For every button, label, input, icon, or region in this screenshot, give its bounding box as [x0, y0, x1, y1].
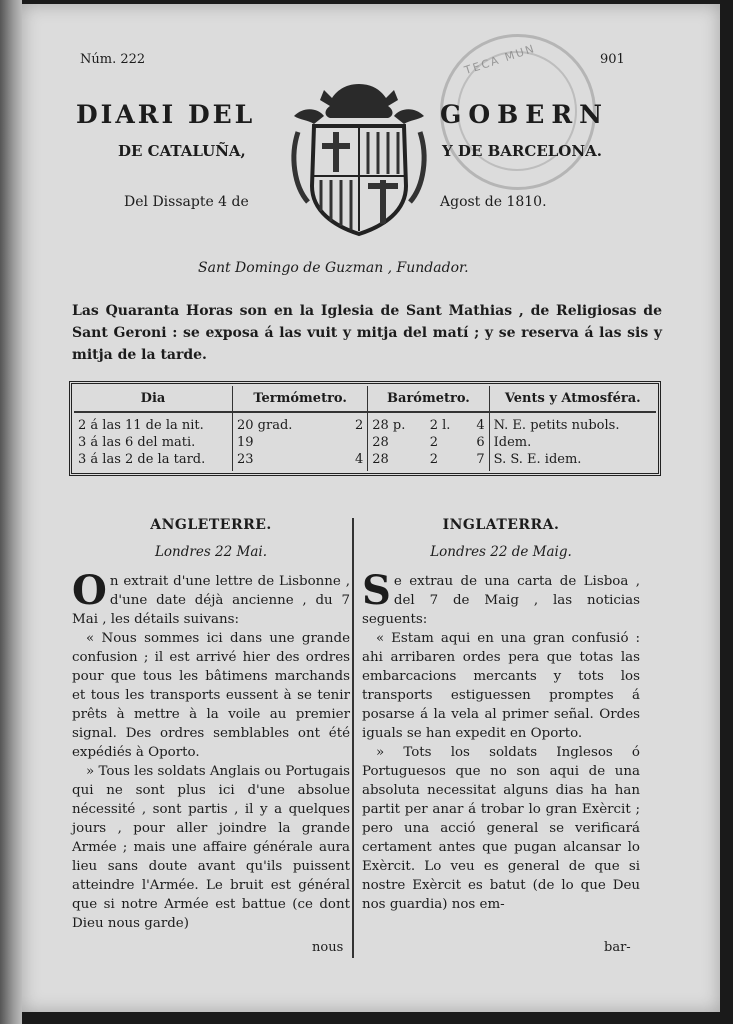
weather-row: [74, 451, 656, 471]
catalan-heading: INGLATERRA.: [442, 517, 560, 533]
french-dateline: Londres 22 Mai.: [154, 544, 268, 560]
french-paragraph: [72, 567, 350, 629]
cell-termo: 19: [237, 435, 254, 450]
header-termometro: Termómetro.: [233, 386, 368, 412]
cell-baro-frac: 7: [466, 451, 489, 471]
french-dropcap: O: [72, 567, 107, 614]
header-vents: Vents y Atmosféra.: [489, 386, 656, 412]
weather-table: [74, 386, 656, 471]
french-heading: ANGLETERRE.: [150, 517, 272, 533]
cell-termo-frac: [340, 434, 368, 451]
catalan-paragraph: » Tots los soldats Inglesos ó Portuguesos que no son aqui de una absoluta necessitat alguns dias ha han partit per anar á trobar lo gran Exèrcit ; pero una acció general se verificará certament antes que pugan alcansar lo Exèrcit. Lo veu es general de que si nostre Exèrcit es batut (de lo que Deu nos guardia) nos em-: [362, 745, 640, 912]
cell-baro-lines: 2: [429, 452, 439, 467]
forty-hours-notice: Las Quaranta Horas son en la Iglesia de Sant Mathias , de Religiosas de Sant Geroni : se exposa á las vuit y mitja del matí ; y se reserva á las sis y mitja de la tarde.: [72, 303, 662, 363]
cell-baro-lines: 2 l.: [429, 418, 451, 433]
page-number: 901: [600, 52, 625, 67]
header-barometro: Barómetro.: [368, 386, 489, 412]
cell-termo-frac: 4: [340, 451, 368, 471]
subtitle-left: DE CATALUÑA,: [118, 142, 246, 160]
cell-baro: 28: [372, 452, 389, 467]
catalan-dropcap: S: [362, 567, 391, 614]
cell-baro-frac: 6: [466, 434, 489, 451]
cell-termo: 23: [237, 452, 254, 467]
french-paragraph: » Tous les soldats Anglais ou Portugais qui ne sont plus ici d'une absolue nécessité , sont partis , il y a quelques jours , pour aller joindre la grande Armée ; mais une affaire générale aura lieu sans doute avant qu'ils puissent atteindre l'Armée. Le bruit est général que si notre Armée est battue (ce dont Dieu nous garde): [72, 764, 350, 931]
date-left: Del Dissapte 4 de: [124, 194, 249, 210]
subtitle-right: Y DE BARCELONA.: [442, 142, 602, 160]
cell-dia: 2 á las 11 de la nit.: [74, 412, 233, 434]
catalan-paragraph: [362, 567, 640, 629]
french-catchword: nous: [312, 940, 344, 955]
masthead-right: GOBERN: [440, 100, 609, 129]
french-column: [72, 516, 350, 933]
cell-termo-frac: 2: [340, 412, 368, 434]
weather-header-row: [74, 386, 656, 412]
french-paragraph-text: n extrait d'une lettre de Lisbonne , d'une date déjà ancienne , du 7 Mai , les détails suivans:: [72, 574, 350, 627]
date-right: Agost de 1810.: [440, 194, 547, 210]
stamp-text: TECA MUN: [462, 41, 538, 78]
header-dia: Dia: [74, 386, 233, 412]
catalan-dateline: Londres 22 de Maig.: [430, 544, 572, 560]
cell-baro: 28 p.: [372, 418, 406, 433]
cell-baro: 28: [372, 435, 389, 450]
catalan-paragraph: « Estam aqui en una gran confusió : ahi arribaren ordes pera que totas las embarcacions mercants y tots los transports estiguessen promptes á posarse á la vela al primer señal. Ordes iguals se han expedit en Oporto.: [362, 631, 640, 741]
french-paragraph: « Nous sommes ici dans une grande confusion ; il est arrivé hier des ordres pour que tous les bâtimens marchands et tous les transports eussent à se tenir prêts à mettre à la voile au premier signal. Des ordres semblables ont été expédiés à Oporto.: [72, 631, 350, 760]
cell-termo: 20 grad.: [237, 418, 293, 433]
cell-baro-lines: 2: [429, 435, 439, 450]
catalan-column: [362, 516, 640, 914]
catalan-catchword: bar-: [604, 940, 631, 955]
book-gutter: [0, 0, 22, 1024]
newspaper-page: [22, 4, 720, 1012]
cell-dia: 3 á las 2 de la tard.: [74, 451, 233, 471]
cell-baro-frac: 4: [466, 412, 489, 434]
cell-vents: S. S. E. idem.: [493, 452, 582, 467]
weather-row: [74, 412, 656, 434]
coat-of-arms-icon: [284, 76, 434, 241]
cell-vents: Idem.: [493, 435, 532, 450]
cell-dia: 3 á las 6 del mati.: [74, 434, 233, 451]
weather-row: [74, 434, 656, 451]
issue-number: Núm. 222: [80, 52, 146, 67]
cell-vents: N. E. petits nubols.: [493, 418, 620, 433]
catalan-paragraph-text: e extrau de una carta de Lisboa , del 7 de Maig , las noticias seguents:: [362, 574, 640, 627]
masthead-left: DIARI DEL: [76, 100, 256, 129]
column-divider: [352, 518, 354, 958]
saint-of-day: Sant Domingo de Guzman , Fundador.: [198, 260, 469, 276]
